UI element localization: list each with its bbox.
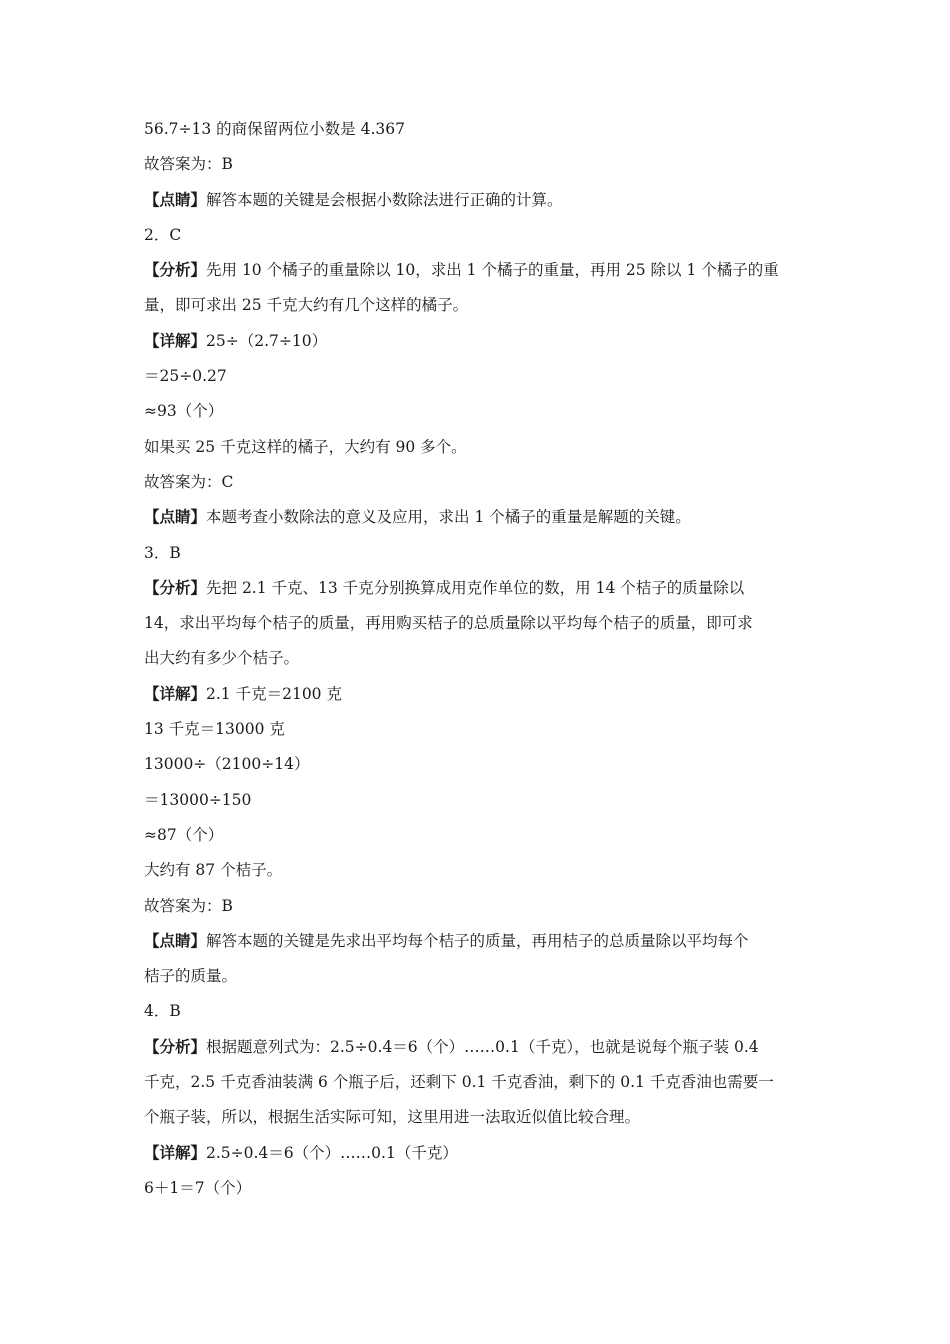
text-line xyxy=(144,924,809,959)
line-text: 25÷（2.7÷10） xyxy=(206,331,328,350)
text-line xyxy=(144,889,809,924)
line-text: 出大约有多少个桔子。 xyxy=(144,649,300,668)
text-line xyxy=(144,677,809,712)
line-text: 14，求出平均每个桔子的质量，再用购买桔子的总质量除以平均每个桔子的质量，即可求 xyxy=(144,614,753,633)
line-text: 大约有 87 个桔子。 xyxy=(144,861,283,880)
section-tag: 【分析】 xyxy=(144,1037,207,1056)
section-tag: 【分析】 xyxy=(144,578,207,597)
line-text: 2．C xyxy=(144,225,182,244)
text-line xyxy=(144,1100,809,1135)
text-line xyxy=(144,853,809,888)
section-tag: 【分析】 xyxy=(144,261,207,280)
line-text: ≈87（个） xyxy=(144,825,224,844)
line-text: 2.5÷0.4＝6（个）……0.1（千克） xyxy=(206,1143,458,1162)
section-tag: 【详解】 xyxy=(144,684,207,703)
line-text: 先把 2.1 千克、13 千克分别换算成用克作单位的数，用 14 个桔子的质量除以 xyxy=(206,578,745,597)
section-tag: 【点睛】 xyxy=(144,508,207,527)
text-line xyxy=(144,324,809,359)
text-line xyxy=(144,288,809,323)
text-line xyxy=(144,183,809,218)
section-tag: 【点睛】 xyxy=(144,190,207,209)
text-line xyxy=(144,606,809,641)
line-text: ≈93（个） xyxy=(144,402,224,421)
line-text: 3．B xyxy=(144,543,181,562)
text-line xyxy=(144,959,809,994)
text-line xyxy=(144,430,809,465)
text-line xyxy=(144,394,809,429)
line-text: 解答本题的关键是先求出平均每个桔子的质量，再用桔子的总质量除以平均每个 xyxy=(206,931,749,950)
line-text: 桔子的质量。 xyxy=(144,967,238,986)
text-line xyxy=(144,1171,809,1206)
line-text: 个瓶子装，所以，根据生活实际可知，这里用进一法取近似值比较合理。 xyxy=(144,1108,641,1127)
line-text: 千克，2.5 千克香油装满 6 个瓶子后，还剩下 0.1 千克香油，剩下的 0.1 千克香油也需要一 xyxy=(144,1073,774,1092)
text-line xyxy=(144,253,809,288)
section-tag: 【点睛】 xyxy=(144,931,207,950)
line-text: 故答案为：B xyxy=(144,896,233,915)
line-text: 先用 10 个橘子的重量除以 10，求出 1 个橘子的重量，再用 25 除以 1 个橘子的重 xyxy=(206,261,779,280)
text-line xyxy=(144,112,409,147)
text-line xyxy=(144,536,809,571)
line-text: 4．B xyxy=(144,1002,181,1021)
text-line xyxy=(144,359,809,394)
line-text: 2.1 千克＝2100 克 xyxy=(206,684,342,703)
text-line xyxy=(144,571,809,606)
text-line xyxy=(144,500,809,535)
line-text: 如果买 25 千克这样的橘子，大约有 90 多个。 xyxy=(144,437,467,456)
text-line xyxy=(144,747,809,782)
section-tag: 【详解】 xyxy=(144,331,207,350)
line-text: 故答案为：C xyxy=(144,472,234,491)
line-text: 56.7÷13 的商保留两位小数是 4.367 xyxy=(144,120,405,138)
text-line xyxy=(144,783,809,818)
text-line xyxy=(144,1030,809,1065)
text-line xyxy=(144,1136,809,1171)
line-text: 根据题意列式为：2.5÷0.4＝6（个）……0.1（千克），也就是说每个瓶子装 0.4 xyxy=(206,1037,759,1056)
text-line xyxy=(144,147,809,182)
line-text: 量，即可求出 25 千克大约有几个这样的橘子。 xyxy=(144,296,469,315)
text-line xyxy=(144,712,809,747)
section-tag: 【详解】 xyxy=(144,1143,207,1162)
line-text: 故答案为：B xyxy=(144,155,233,174)
line-text: 解答本题的关键是会根据小数除法进行正确的计算。 xyxy=(206,190,563,209)
text-line xyxy=(144,641,809,676)
line-text: 6＋1＝7（个） xyxy=(144,1178,252,1197)
text-line xyxy=(144,465,809,500)
text-line xyxy=(144,818,809,853)
text-line xyxy=(144,218,809,253)
text-line xyxy=(144,994,809,1029)
line-text: 13 千克＝13000 克 xyxy=(144,720,285,739)
line-text: ＝13000÷150 xyxy=(144,790,252,809)
answer-text-body xyxy=(144,112,809,1206)
line-text: 本题考查小数除法的意义及应用，求出 1 个橘子的重量是解题的关键。 xyxy=(206,508,691,527)
line-text: ＝25÷0.27 xyxy=(144,367,227,386)
line-text: 13000÷（2100÷14） xyxy=(144,755,310,774)
text-line xyxy=(144,1065,809,1100)
